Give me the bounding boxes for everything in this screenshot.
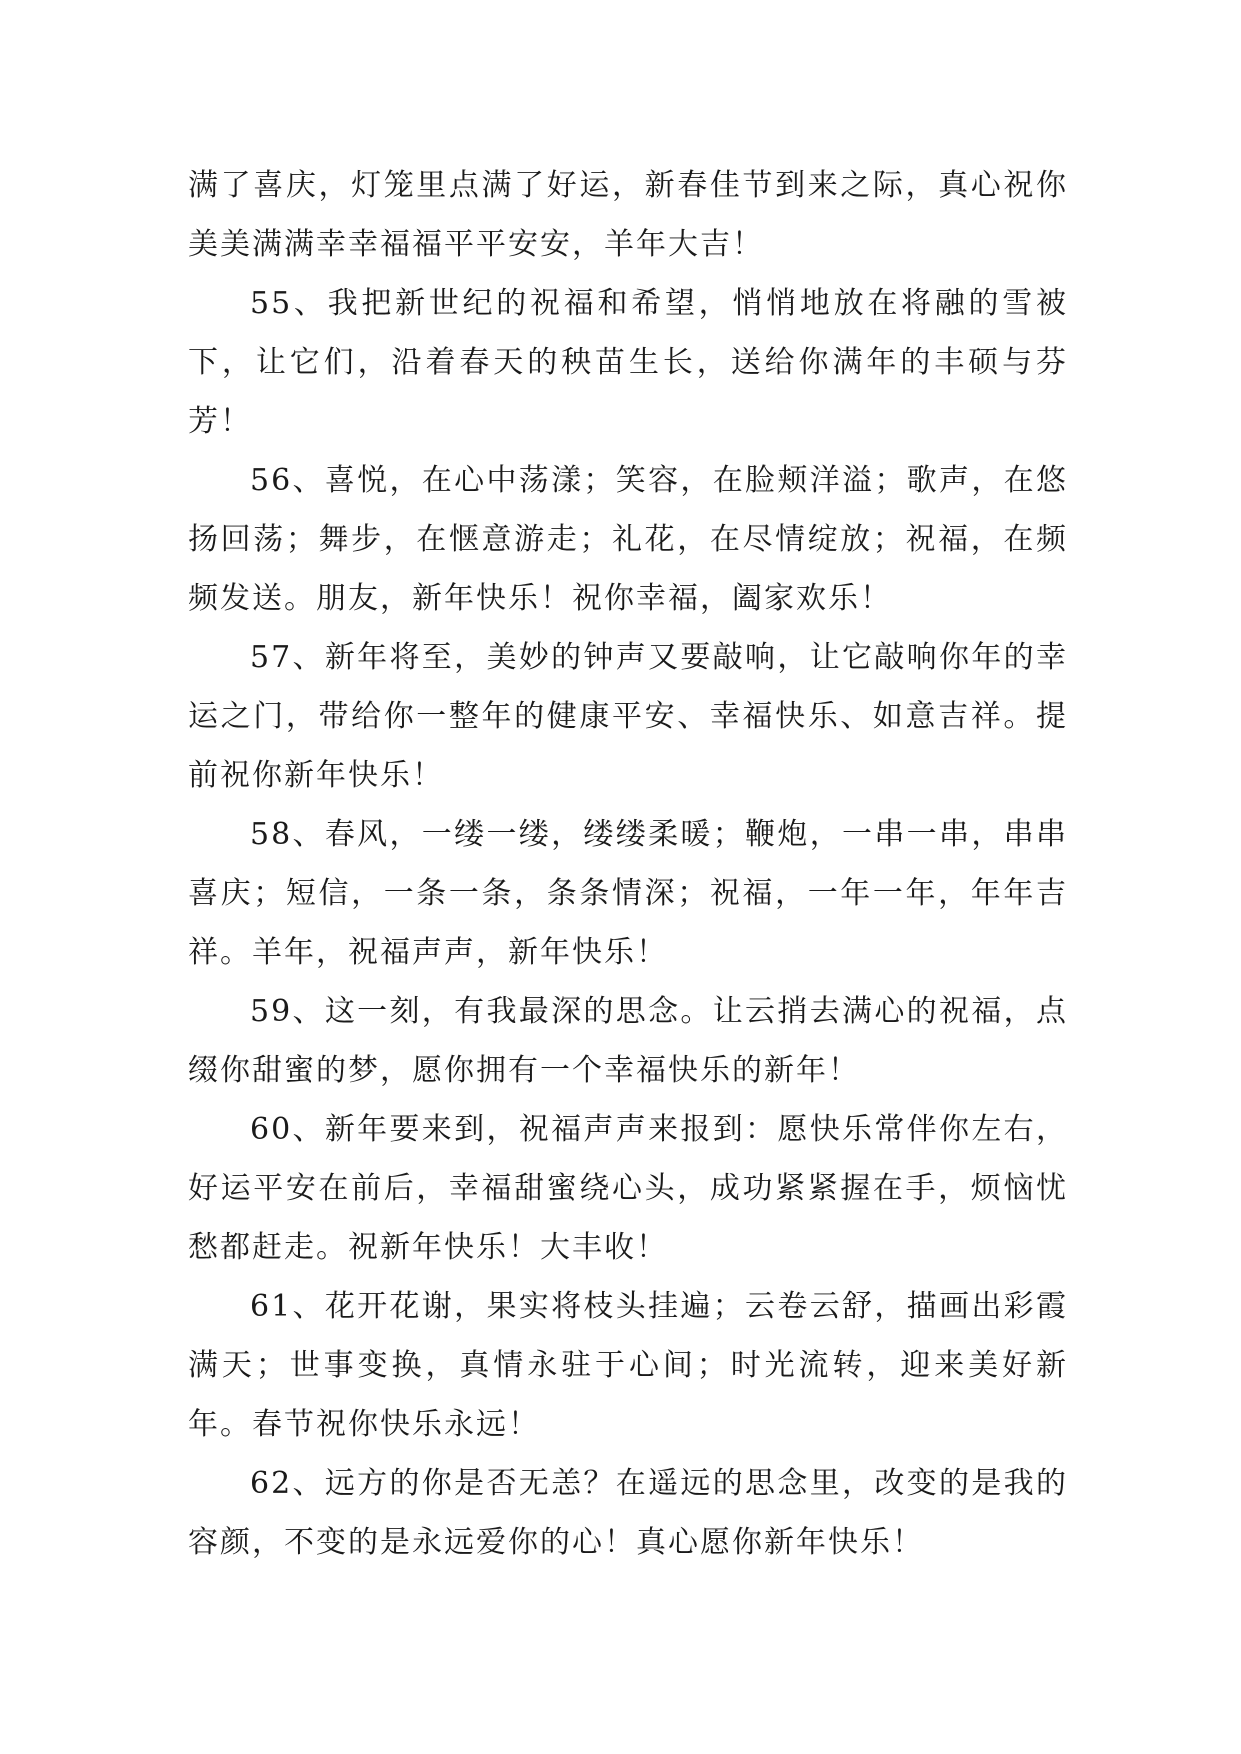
document-body [188, 156, 1068, 1572]
paragraph-62: 62、远方的你是否无恙？在遥远的思念里，改变的是我的容颜，不变的是永远爱你的心！真心愿你新年快乐！ [188, 1466, 1068, 1560]
paragraph-61: 61、花开花谢，果实将枝头挂遍；云卷云舒，描画出彩霞满天；世事变换，真情永驻于心间；时光流转，迎来美好新年。春节祝你快乐永远！ [188, 1289, 1068, 1442]
paragraph-56: 56、喜悦，在心中荡漾；笑容，在脸颊洋溢；歌声，在悠扬回荡；舞步，在惬意游走；礼花，在尽情绽放；祝福，在频频发送。朋友，新年快乐！祝你幸福，阖家欢乐！ [188, 463, 1068, 616]
paragraph-54-continuation: 满了喜庆，灯笼里点满了好运，新春佳节到来之际，真心祝你美美满满幸幸福福平平安安，羊年大吉！ [188, 168, 1068, 262]
paragraph-55: 55、我把新世纪的祝福和希望，悄悄地放在将融的雪被下，让它们，沿着春天的秧苗生长，送给你满年的丰硕与芬芳！ [188, 286, 1068, 439]
paragraph-58: 58、春风，一缕一缕，缕缕柔暖；鞭炮，一串一串，串串喜庆；短信，一条一条，条条情深；祝福，一年一年，年年吉祥。羊年，祝福声声，新年快乐！ [188, 817, 1068, 970]
paragraph-60: 60、新年要来到，祝福声声来报到：愿快乐常伴你左右，好运平安在前后，幸福甜蜜绕心头，成功紧紧握在手，烦恼忧愁都赶走。祝新年快乐！大丰收！ [188, 1112, 1068, 1265]
paragraph-59: 59、这一刻，有我最深的思念。让云捎去满心的祝福，点缀你甜蜜的梦，愿你拥有一个幸福快乐的新年！ [188, 994, 1068, 1088]
paragraph-57: 57、新年将至，美妙的钟声又要敲响，让它敲响你年的幸运之门，带给你一整年的健康平安、幸福快乐、如意吉祥。提前祝你新年快乐！ [188, 640, 1068, 793]
